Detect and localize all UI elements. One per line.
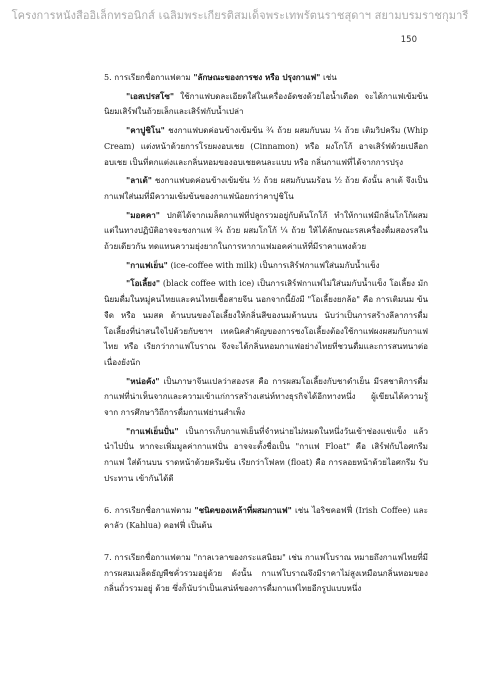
- oliang-paragraph: "โอเลี้ยง" (black coffee with ice) เป็นการเสิร์ฟกาแฟไม่ใส่นมกับน้ำแข็ง โอเลี้ยง มักนิยมดื่มในหมู่คนไทยและคนไทยเชื้อสายจีน นอกจากนี้ยังมี "โอเลี้ยงยกล้อ" คือ การเติมนม ข้นจืด หรือ นมสด ด้านบนของโอเลี้ยงให้กลิ่นสีของนมด้านบน นับว่าเป็นการสร้างลีลาการดื่ม โอเลี้ยงที่น่าสนใจไปด้วยกับชาฯ เทคนิคสำคัญของการชงโอเลี้ยงต้องใช้กาแฟผงผสมกับกาแฟไทย หรือ เรียกว่ากาแฟโบราณ จึงจะได้กลิ่นหอมกาแฟอย่างไทยที่ชวนดื่มและการสนทนาต่อเนื่องยังนัก: [104, 278, 428, 367]
- section-5-heading: 5. การเรียกชื่อกาแฟตาม "ลักษณะของการชง หรือ ปรุงกาแฟ" เช่น: [104, 72, 337, 82]
- latte-paragraph: "ลาเต้" ชงกาแฟบดค่อนข้างเข้มข้น ½ ถ้วย ผสมกับนมร้อน ½ ถ้วย ดังนั้น ลาเต้ จึงเป็นกาแฟใส่นมที่มีความเข้มข้นของกาแฟน้อยกว่าคาปูชิโน: [104, 175, 428, 201]
- latte-term: "ลาเต้": [126, 175, 152, 186]
- yuanyang-term: "หน่อคัง": [126, 375, 160, 386]
- iced-coffee-paragraph: "กาแฟเย็น" (ice-coffee with milk) เป็นการเสิร์ฟกาแฟใส่นมกับน้ำแข็ง: [126, 259, 380, 270]
- frappe-term: "กาแฟเย็นปั่น": [126, 425, 179, 436]
- cappuccino-term: "คาปูชิโน": [126, 125, 165, 136]
- page-header: โครงการหนังสืออิเล็กทรอนิกส์ เฉลิมพระเกียรติสมเด็จพระเทพรัตนราชสุดาฯ สยามบรมราชกุมารี: [11, 9, 469, 22]
- frappe-paragraph: "กาแฟเย็นปั่น" เป็นการเก็บกาแฟเย็นที่จำหน่ายไม่หมดในหนึ่งวันเข้าช่องแช่แข็ง แล้ว นำไปปั่น หากจะเพิ่มมูลค่ากาแฟปั่น อาจจะตั้งชื่อเป็น "กาแฟ Float" คือ เสิร์ฟกับไอศกรีมกาแฟ ใส่ด้านบน ราดหน้าด้วยครีมข้น เรียกว่าโฟลท (float) คือ การลอยหน้าด้วยไอศกรีม รับประทาน เข้ากันได้ดี: [104, 425, 428, 483]
- section-6-term: "ชนิดของเหล้าที่ผสมกาแฟ": [194, 504, 292, 515]
- iced-coffee-term: "กาแฟเย็น": [126, 259, 168, 270]
- cappuccino-paragraph: "คาปูชิโน" ชงกาแฟบดค่อนข้างเข้มข้น ¾ ถ้วย ผสมกับนม ¼ ถ้วย เติมวิปครีม (Whip Cream) แต่งหน้าด้วยการโรยผงอบเชย (Cinnamon) หรือ ผงโกโก้ อาจเสิร์ฟด้วยเปลือกอบเชย เป็นที่ตกแต่งและกลิ่นหอมของอบเชยคนละแบบ หรือ กลิ่นกาแฟที่ได้จากการปรุง: [104, 125, 428, 167]
- page-body: [104, 70, 428, 597]
- page-number: 150: [400, 35, 417, 45]
- mocha-term: "มอคคา": [126, 209, 161, 220]
- oliang-term: "โอเลี้ยง": [126, 278, 161, 289]
- mocha-paragraph: "มอคคา" ปกติได้จากเมล็ดกาแฟที่ปลูกรวมอยู่กับต้นโกโก้ ทำให้กาแฟมีกลิ่นโกโก้ผสม แต่ในทางปฏิบัติอาจจะชงกาแฟ ¾ ถ้วย ผสมโกโก้ ¼ ถ้วย ให้ได้ลักษณะรสเครื่องดื่มสองรสใน ถ้วยเดียวกัน ทดแทนความยุ่งยากในการหากาแฟมอคค่าแท้ที่มีราคาแพงด้วย: [104, 209, 428, 252]
- espresso-paragraph: "เอสเปรสโซ" ใช้กาแฟบดละเอียดใส่ในเครื่องอัดชงด้วยไอน้ำเดือด จะได้กาแฟเข้มข้น นิยมเสิร์ฟในถ้วยเล็กและเสิร์ฟกับน้ำเปล่า: [104, 90, 428, 117]
- section-6-paragraph: 6. การเรียกชื่อกาแฟตาม "ชนิดของเหล้าที่ผสมกาแฟ" เช่น ไอริชคอฟฟี่ (Irish Coffee) และคาลัว (Kahlua) คอฟฟี่ เป็นต้น: [104, 504, 428, 531]
- section-7-paragraph: 7. การเรียกชื่อกาแฟตาม "กาลเวลาของกระแสนิยม" เช่น กาแฟโบราณ หมายถึงกาแฟไทยที่มี การผสมเมล็ดธัญพืชคั่วรวมอยู่ด้วย ดังนั้น กาแฟโบราณจึงมีราคาไม่สูงเหมือนกลิ่นหอมของกลิ่นถั่วรวมอยู่ ด้วย ซึ่งก็นับว่าเป็นเสน่ห์ของการดื่มกาแฟไทยอีกรูปแบบหนึ่ง: [104, 551, 428, 594]
- section-5-term: "ลักษณะของการชง หรือ ปรุงกาแฟ": [193, 72, 321, 82]
- espresso-term: "เอสเปรสโซ": [126, 90, 175, 101]
- yuanyang-paragraph: "หน่อคัง" เป็นภาษาจีนแปลว่าสองรส คือ การผสมโอเลี้ยงกับชาดำเย็น มีรสชาติการดื่ม กาแฟที่น่าเห็นจากและความเข้าแก่การสร้างเสน่ห์ทางธุรกิจได้อีกทางหนึ่ง ผู้เขียนได้ความรู้จาก การศึกษาวิถีการดื่มกาแฟย่านสำเพ็ง: [104, 375, 428, 418]
